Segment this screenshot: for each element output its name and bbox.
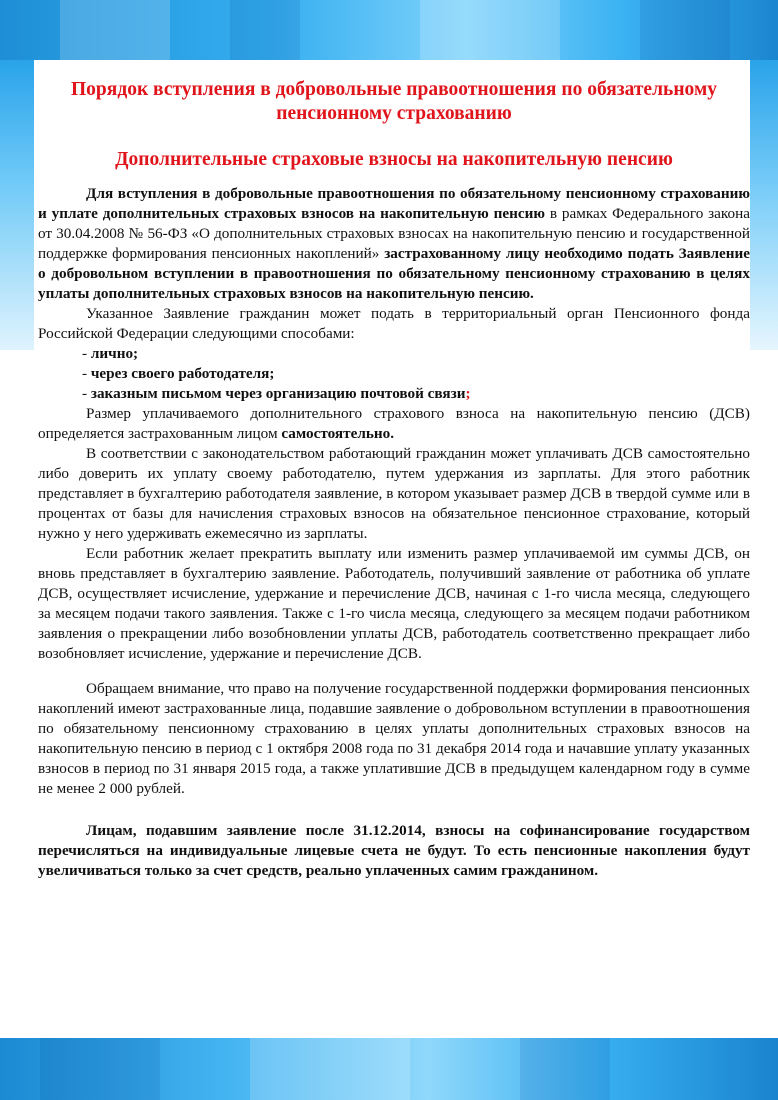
methods-paragraph: Указанное Заявление гражданин может подать в территориальный орган Пенсионного фонда Российской Федерации следующими способами: <box>38 305 750 342</box>
list-dash: - <box>82 345 91 362</box>
page-subtitle: Дополнительные страховые взносы на накопительную пенсию <box>115 149 673 170</box>
list-dash: - <box>82 385 91 402</box>
decorative-bottom-band <box>0 1038 778 1100</box>
decorative-tile <box>60 0 170 60</box>
amount-paragraph <box>38 404 750 444</box>
list-dash: - <box>82 365 91 382</box>
document-content <box>38 78 750 881</box>
final-paragraph: Лицам, подавшим заявление после 31.12.2014, взносы на софинансирование государством перечисляться на индивидуальные лицевые счета не будут. То есть пенсионные накопления будут увеличиваться только за счет средств, реально уплаченных самим гражданином. <box>38 822 750 879</box>
list-item-label: заказным письмом через организацию почтовой связи <box>90 385 466 402</box>
decorative-tile <box>640 0 730 60</box>
decorative-left-band <box>0 60 34 350</box>
list-item-label: лично; <box>90 345 139 362</box>
employer-paragraph: В соответствии с законодательством работающий гражданин может уплачивать ДСВ самостоятельно либо доверить их уплату своему работодателю, путем удержания из зарплаты. Для этого работник представляет в бухгалтерию работодателя заявление, в котором указывает размер ДСВ в твердой сумме или в процентах от базы для начисления страховых взносов на обязательное пенсионное страхование, который нужно у него удерживать ежемесячно из зарплаты. <box>38 445 750 542</box>
decorative-tile <box>520 1038 610 1100</box>
methods-list <box>38 344 750 404</box>
attention-paragraph: Обращаем внимание, что право на получение государственной поддержки формирования пенсионных накоплений имеют застрахованные лица, подавшие заявление о добровольном вступлении в правоотношения по обязательному пенсионному страхованию в целях уплаты дополнительных страховых взносов на накопительную пенсию в период с 1 октября 2008 года по 31 декабря 2014 года и начавшие уплату указанных взносов в период по 31 января 2015 года, а также уплатившие ДСВ в предыдущем календарном году в сумме не менее 2 000 рублей. <box>38 680 750 797</box>
decorative-top-band <box>0 0 778 60</box>
page-title: Порядок вступления в добровольные правоотношения по обязательному пенсионному страхованию <box>71 79 717 124</box>
spacer <box>38 799 750 821</box>
amount-bold: самостоятельно. <box>281 425 395 442</box>
decorative-right-band <box>746 60 778 350</box>
intro-bold-tail: застрахованному лицу необходимо подать Заявление о добровольном вступлении в правоотношения по обязательному пенсионному страхованию в целях уплаты дополнительных страховых взносов на накопительную пенсию. <box>38 245 750 302</box>
decorative-tile <box>420 0 560 60</box>
list-item-label: через своего работодателя; <box>90 365 275 382</box>
decorative-tile <box>40 1038 160 1100</box>
spacer <box>38 664 750 679</box>
decorative-tile <box>250 1038 410 1100</box>
list-item-suffix: ; <box>465 385 471 402</box>
intro-paragraph <box>38 184 750 304</box>
list-item <box>82 364 750 384</box>
decorative-tile <box>230 0 300 60</box>
intro-law-reference: в рамках Федерального закона от 30.04.2008 № 56-ФЗ «О дополнительных страховых взносах на накопительную пенсию и государственной поддержке формирования пенсионных накоплений» <box>38 205 750 262</box>
stop-paragraph: Если работник желает прекратить выплату или изменить размер уплачиваемой им суммы ДСВ, он вновь представляет в бухгалтерию заявление. Работодатель, получивший заявление от работника об уплате ДСВ, осуществляет исчисление, удержание и перечисление ДСВ, начиная с 1-го числа месяца, следующего за месяцем подачи такого заявления. Также с 1-го числа месяца, следующего за месяцем подачи работником заявления о прекращении либо возобновлении уплаты ДСВ, работодатель соответственно прекращает либо возобновляет исчисление, удержание и перечисление ДСВ. <box>38 545 750 662</box>
list-item <box>82 384 750 404</box>
list-item <box>82 344 750 364</box>
intro-bold-lead: Для вступления в добровольные правоотношения по обязательному пенсионному страхованию и уплате дополнительных страховых взносов на накопительную пенсию <box>38 185 750 222</box>
amount-text: Размер уплачиваемого дополнительного страхового взноса на накопительную пенсию (ДСВ) определяется застрахованным лицом <box>38 405 750 442</box>
